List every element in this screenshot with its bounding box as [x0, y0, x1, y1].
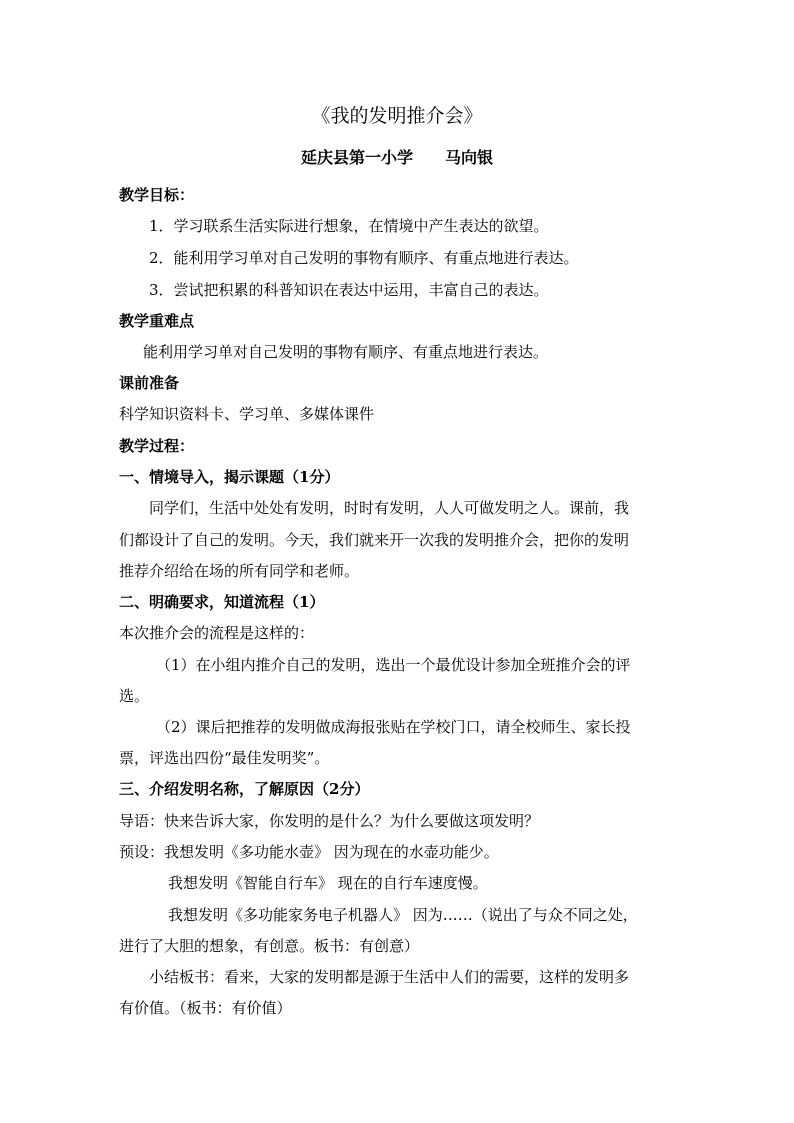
process-heading: 教学过程： [119, 437, 195, 455]
section2-intro: 本次推介会的流程是这样的： [119, 624, 315, 642]
objective-item-2: 2．能利用学习单对自己发明的事物有顺序、有重点地进行表达。 [149, 249, 579, 267]
objectives-heading: 教学目标： [119, 186, 195, 204]
section3-preset-3-line: 进行了大胆的想象，有创意。板书：有创意） [119, 937, 420, 955]
section2-heading: 二、明确要求，知道流程（1） [119, 593, 325, 611]
page-title: 《我的发明推介会》 [311, 105, 483, 127]
section3-guide: 导语：快来告诉大家，你发明的是什么？为什么要做这项发明？ [119, 812, 540, 830]
section2-item-1-line: 选。 [119, 687, 150, 705]
section3-preset-3-line: 我想发明《多功能家务电子机器人》 因为……（说出了与众不同之处， [168, 906, 638, 924]
section1-heading: 一、情境导入，揭示课题（1分） [119, 468, 340, 486]
section2-item-2-line: 票，评选出四份“最佳发明奖”。 [119, 749, 330, 767]
prep-heading: 课前准备 [119, 374, 180, 392]
section3-preset-2: 我想发明《智能自行车》 现在的自行车速度慢。 [168, 874, 488, 892]
key-points-heading: 教学重难点 [119, 312, 195, 330]
section3-summary-line: 小结板书：看来，大家的发明都是源于生活中人们的需要，这样的发明多 [149, 968, 630, 986]
objective-item-3: 3．尝试把积累的科普知识在表达中运用，丰富自己的表达。 [149, 281, 549, 299]
prep-text: 科学知识资料卡、学习单、多媒体课件 [119, 405, 375, 423]
section3-summary-line: 有价值。（板书：有价值） [119, 999, 292, 1017]
section3-heading: 三、介绍发明名称，了解原因（2分） [119, 780, 370, 798]
section2-item-2-line: （2）课后把推荐的发明做成海报张贴在学校门口，请全校师生、家长投 [156, 718, 631, 736]
section2-item-1-line: （1）在小组内推介自己的发明，选出一个最优设计参加全班推介会的评 [156, 656, 631, 674]
section1-paragraph-line: 同学们，生活中处处有发明，时时有发明，人人可做发明之人。课前，我 [149, 499, 630, 517]
section1-paragraph-line: 推荐介绍给在场的所有同学和老师。 [119, 562, 360, 580]
author-line: 延庆县第一小学 马向银 [300, 148, 493, 167]
key-points-text: 能利用学习单对自己发明的事物有顺序、有重点地进行表达。 [143, 343, 549, 361]
objective-item-1: 1．学习联系生活实际进行想象，在情境中产生表达的欲望。 [149, 217, 549, 235]
section1-paragraph-line: 们都设计了自己的发明。今天，我们就来开一次我的发明推介会，把你的发明 [119, 531, 630, 549]
section3-preset-1: 预设：我想发明《多功能水壶》 因为现在的水壶功能少。 [119, 843, 499, 861]
